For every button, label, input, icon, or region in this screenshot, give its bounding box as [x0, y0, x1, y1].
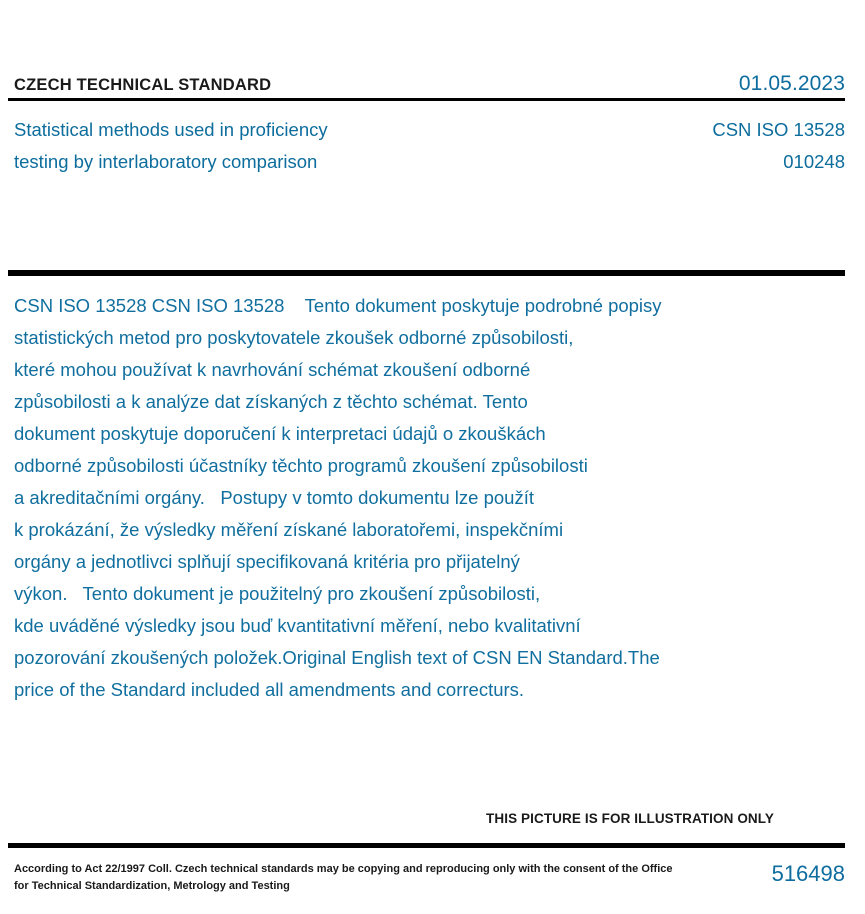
abstract-line: způsobilosti a k analýze dat získaných z těchto schémat. Tento: [14, 391, 528, 412]
abstract-line: CSN ISO 13528 CSN ISO 13528 Tento dokument poskytuje podrobné popisy: [14, 295, 662, 316]
abstract-line: a akreditačními orgány. Postupy v tomto dokumentu lze použít: [14, 487, 534, 508]
abstract-line: které mohou používat k navrhování schémat zkoušení odborné: [14, 359, 531, 380]
standard-code: CSN ISO 13528: [712, 119, 845, 140]
abstract-line: price of the Standard included all amendments and correcturs.: [14, 679, 525, 700]
standard-title-line: Statistical methods used in proficiency: [14, 119, 328, 140]
page-title: CZECH TECHNICAL STANDARD: [14, 76, 272, 94]
abstract-line: statistických metod pro poskytovatele zkoušek odborné způsobilosti,: [14, 327, 574, 348]
abstract-line: odborné způsobilosti účastníky těchto programů zkoušení způsobilosti: [14, 455, 588, 476]
document-header: [14, 72, 845, 98]
copyright-notice-line: According to Act 22/1997 Coll. Czech technical standards may be copying and reproducing only with the consent of the Office: [14, 863, 673, 875]
standard-designation: [712, 114, 845, 178]
copyright-notice: [14, 861, 673, 895]
abstract-divider: [8, 270, 845, 276]
illustration-disclaimer: THIS PICTURE IS FOR ILLUSTRATION ONLY: [486, 811, 774, 826]
abstract-line: kde uváděné výsledky jsou buď kvantitativní měření, nebo kvalitativní: [14, 615, 581, 636]
abstract-line: k prokázání, že výsledky měření získané laboratořemi, inspekčními: [14, 519, 564, 540]
abstract-line: pozorování zkoušených položek.Original English text of CSN EN Standard.The: [14, 647, 660, 668]
abstract-line: orgány a jednotlivci splňují specifikovaná kritéria pro přijatelný: [14, 551, 520, 572]
abstract-line: dokument poskytuje doporučení k interpretaci údajů o zkouškách: [14, 423, 546, 444]
publication-date: 01.05.2023: [738, 72, 845, 95]
document-order-number: 516498: [771, 861, 845, 886]
abstract-text: [14, 290, 845, 706]
standard-title-line: testing by interlaboratory comparison: [14, 151, 318, 172]
copyright-notice-line: for Technical Standardization, Metrology and Testing: [14, 880, 290, 892]
footer-divider: [8, 843, 845, 848]
document-footer: [14, 861, 845, 895]
standard-classification-number: 010248: [783, 151, 845, 172]
title-block: [14, 114, 845, 178]
standard-title: [14, 114, 328, 178]
header-divider: [8, 98, 845, 101]
abstract-line: výkon. Tento dokument je použitelný pro zkoušení způsobilosti,: [14, 583, 541, 604]
